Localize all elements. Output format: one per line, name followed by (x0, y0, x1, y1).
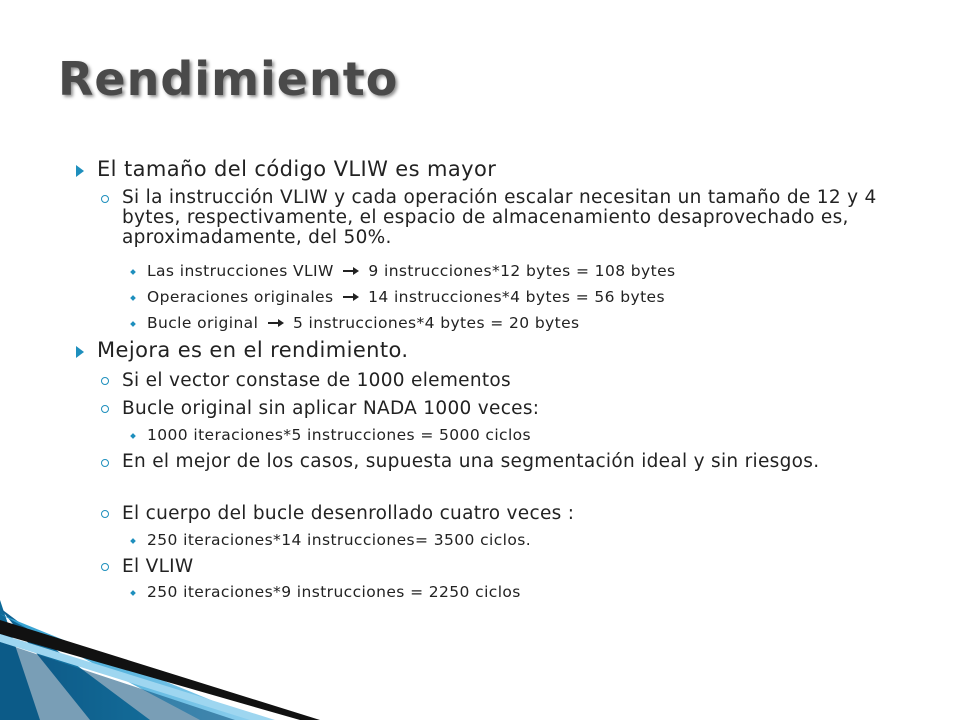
bullet-circle-icon (101, 377, 109, 385)
bullet-arrow-icon (76, 165, 84, 177)
bullet-vliw-instructions (147, 262, 676, 280)
bullet-wasted-space (122, 188, 882, 248)
bullet-circle-icon (101, 510, 109, 518)
bullet-vector-size: Si el vector constase de 1000 elementos (122, 370, 511, 391)
bullet-circle-icon (101, 563, 109, 571)
original-loop-value: 5 instrucciones*4 bytes = 20 bytes (292, 314, 580, 332)
bullet-diamond-icon (130, 433, 136, 439)
vliw-instructions-label: Las instrucciones VLIW (147, 262, 334, 280)
bullet-circle-icon (101, 195, 109, 203)
original-operations-label: Operaciones originales (147, 288, 334, 306)
bullet-2250-cycles: 250 iteraciones*9 instrucciones = 2250 ciclos (147, 583, 521, 601)
right-arrow-icon (343, 292, 359, 302)
bullet-diamond-icon (130, 269, 136, 275)
original-operations-value: 14 instrucciones*4 bytes = 56 bytes (368, 288, 665, 306)
original-loop-label: Bucle original (147, 314, 259, 332)
ideal-pipeline-text: En el mejor de los casos, supuesta una segmentación ideal y sin riesgos. (122, 451, 820, 472)
bullet-diamond-icon (130, 590, 136, 596)
bullet-vliw: El VLIW (122, 556, 194, 577)
bullet-code-size: El tamaño del código VLIW es mayor (97, 157, 497, 181)
bullet-ideal-pipeline (122, 452, 882, 472)
bullet-original-operations (147, 288, 665, 306)
bullet-circle-icon (101, 459, 109, 467)
bullet-3500-cycles: 250 iteraciones*14 instrucciones= 3500 ciclos. (147, 531, 532, 549)
bullet-arrow-icon (76, 346, 84, 358)
slide-title: Rendimiento (58, 52, 399, 106)
bullet-5000-cycles: 1000 iteraciones*5 instrucciones = 5000 ciclos (147, 426, 532, 444)
vliw-instructions-value: 9 instrucciones*12 bytes = 108 bytes (368, 262, 676, 280)
bullet-circle-icon (101, 405, 109, 413)
bullet-diamond-icon (130, 321, 136, 327)
right-arrow-icon (268, 318, 284, 328)
corner-decoration (0, 600, 330, 720)
bullet-wasted-space-text: Si la instrucción VLIW y cada operación escalar necesitan un tamaño de 12 y 4 bytes, respectivamente, el espacio de almacenamiento desaprovechado es, aproximadamente, del 50%. (122, 187, 877, 248)
bullet-diamond-icon (130, 295, 136, 301)
bullet-performance-gain: Mejora es en el rendimiento. (97, 338, 409, 362)
bullet-unrolled-loop: El cuerpo del bucle desenrollado cuatro veces : (122, 503, 575, 524)
right-arrow-icon (343, 266, 359, 276)
bullet-original-loop (147, 314, 580, 332)
bullet-original-loop-run: Bucle original sin aplicar NADA 1000 veces: (122, 398, 540, 419)
bullet-diamond-icon (130, 538, 136, 544)
